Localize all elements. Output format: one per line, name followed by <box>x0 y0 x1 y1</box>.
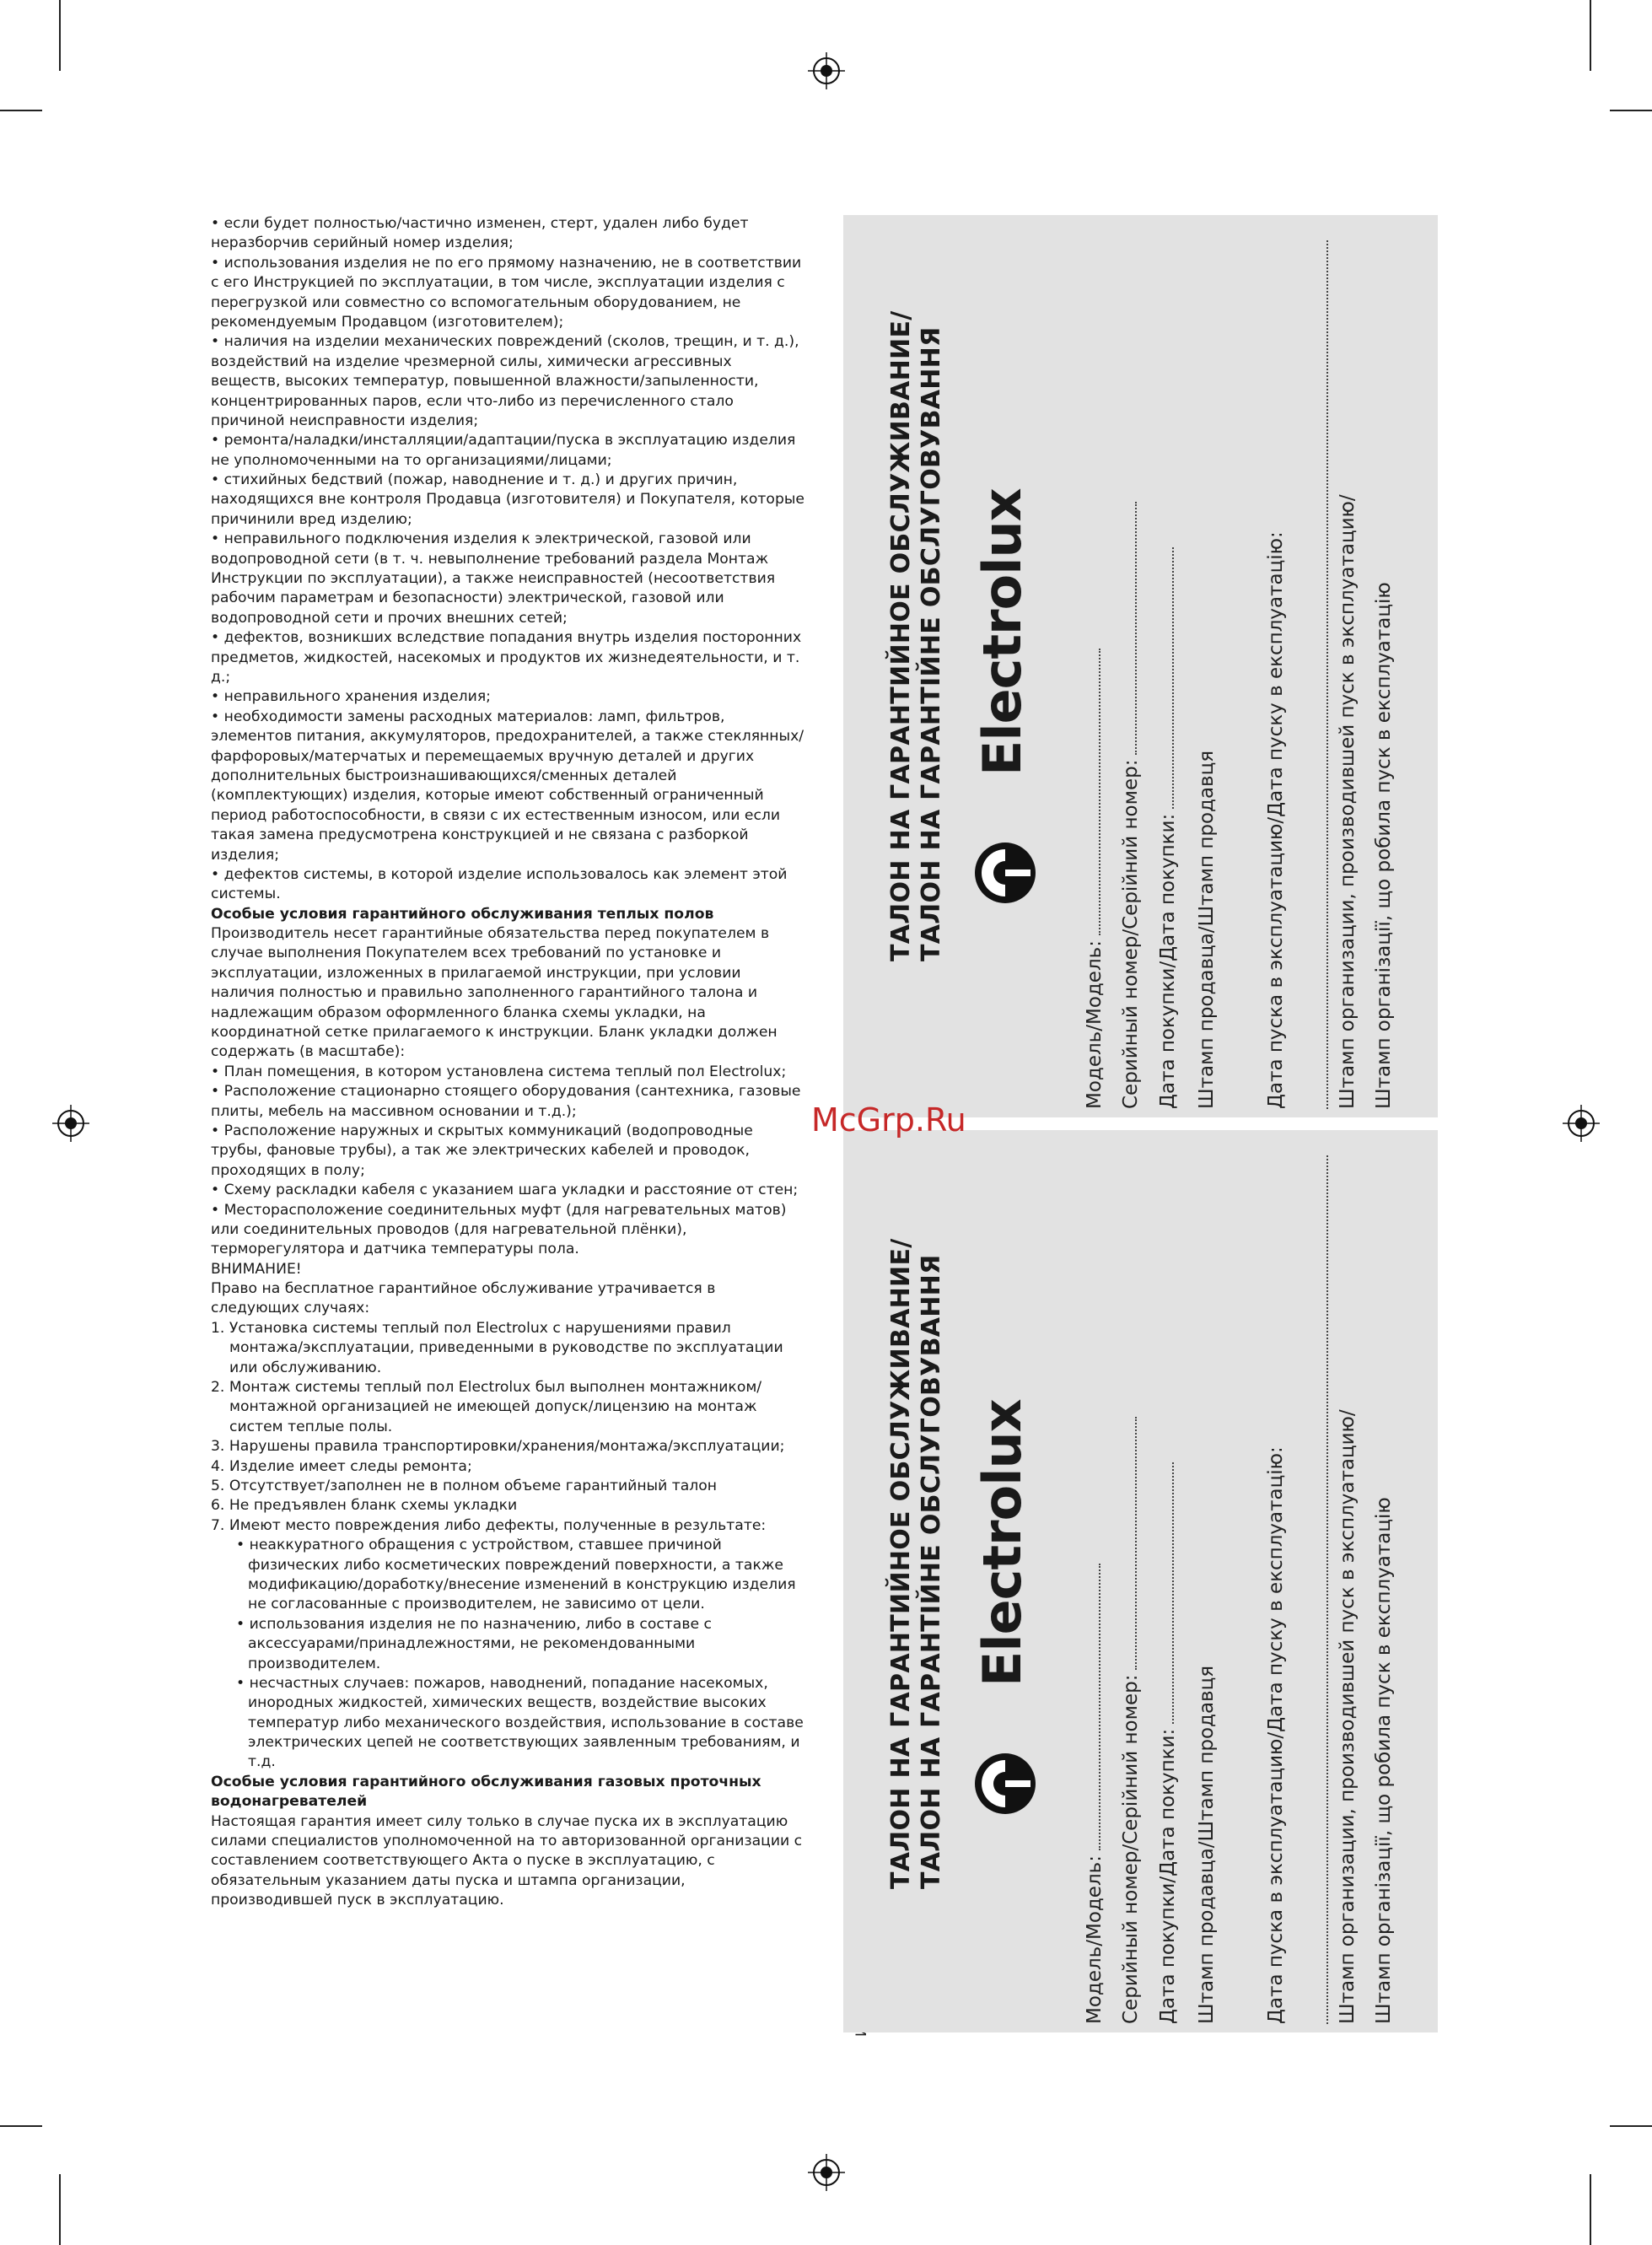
registration-mark-icon <box>808 52 845 89</box>
crop-mark <box>0 2125 42 2127</box>
exclusion-item: • необходимости замены расходных материалов: ламп, фильтров, элементов питания, аккумуляторов, предохранителей, а также стеклянных/фарфоровых/матерчатых и перемещаемых вручную деталей и других дополнительных быстроизнашивающихся/сменных деталей (комплектующих) изделия, которые имеют собственный ограниченный период работоспособности, в связи с их естественным износом, или если такая замена предусмотрена конструкцией и не связана с разборкой изделия; <box>211 708 804 864</box>
loss-intro: Право на бесплатное гарантийное обслуживание утрачивается в следующих случаях: <box>211 1280 716 1317</box>
crop-mark <box>1610 110 1652 111</box>
exclusion-item: • неправильного хранения изделия; <box>211 688 491 706</box>
warranty-conditions-text <box>211 214 805 1911</box>
exclusion-item: • неправильного подключения изделия к электрической, газовой или водопроводной сети (в т. ч. невыполнение требований раздела Монтаж Инструкции по эксплуатации), а также неисправностей (несоответствия рабочим параметрам и безопасности) электрической, газовой или водопроводной сети и прочих внешних сетей; <box>211 530 776 627</box>
crop-mark <box>59 0 61 71</box>
model-label: Модель/Модель: <box>1084 940 1106 1109</box>
model-field[interactable] <box>1084 1564 1106 2024</box>
coupon-title-ru: ТАЛОН НА ГАРАНТИЙНОЕ ОБСЛУЖИВАНИЕ/ <box>886 310 916 961</box>
crop-mark <box>59 2174 61 2245</box>
seller-stamp-label: Штамп продавца/Штамп продавця <box>1196 1665 1218 2024</box>
crop-mark <box>0 110 42 111</box>
exclusion-item: • если будет полностью/частично изменен, стерт, удален либо будет неразборчив серийный номер изделия; <box>211 215 749 252</box>
loss-item: 2. Монтаж системы теплый пол Electrolux был выполнен монтажником/монтажной организацией не имеющей допуск/лицензию на монтаж систем теплые полы. <box>211 1379 762 1435</box>
start-date-label: Дата пуска в эксплуатацию/Дата пуску в експлуатацію: <box>1265 531 1287 1109</box>
org-stamp-label-ua: Штамп організації, що робила пуск в експлуатацію <box>1373 582 1395 1109</box>
electrolux-emblem-icon <box>971 839 1039 907</box>
purchase-date-field[interactable] <box>1157 547 1179 1109</box>
seller-stamp-label: Штамп продавца/Штамп продавця <box>1196 750 1218 1109</box>
loss-item: 4. Изделие имеет следы ремонта; <box>211 1457 472 1475</box>
registration-mark-icon <box>1563 1105 1600 1142</box>
crop-mark <box>1590 0 1591 71</box>
gas-heater-heading: Особые условия гарантийного обслуживания газовых проточных водонагревателей <box>211 1773 761 1811</box>
damage-item: • неаккуратного обращения с устройством, ставшее причиной физических либо косметических повреждений поверхности, а также модификацию/доработку/внесение изменений в конструкцию изделия не согласованные с производителем, не зависимо от цели. <box>236 1537 796 1613</box>
coupon-title-ru: ТАЛОН НА ГАРАНТИЙНОЕ ОБСЛУЖИВАНИЕ/ <box>886 1238 916 1889</box>
gas-heater-text: Настоящая гарантия имеет силу только в случае пуска их в эксплуатацию силами специалистов уполномоченной на то авторизованной организации с составлением соответствующего Акта о пуске в эксплуатацию, с обязательным указанием даты пуска и штампа организации, производившей пуск в эксплуатацию. <box>211 1812 803 1909</box>
exclusion-item: • стихийных бедствий (пожар, наводнение и т. д.) и других причин, находящихся вне контроля Продавца (изготовителя) и Покупателя, которые причинили вред изделию; <box>211 471 804 528</box>
start-date-dotted-line[interactable] <box>1316 1155 1332 2024</box>
org-stamp-label-ru: Штамп организации, производившей пуск в эксплуатацию/ <box>1337 494 1359 1109</box>
org-stamp-label-ua: Штамп організації, що робила пуск в експлуатацію <box>1373 1497 1395 2024</box>
watermark: McGrp.Ru <box>811 1101 966 1139</box>
registration-mark-icon <box>52 1105 89 1142</box>
exclusion-item: • использования изделия не по его прямому назначению, не в соответствии с его Инструкцией по эксплуатации, в том числе, эксплуатации изделия с перегрузкой или совместно со вспомогательным оборудованием, не рекомендуемым Продавцом (изготовителем); <box>211 254 802 331</box>
loss-item: 3. Нарушены правила транспортировки/хранения/монтажа/эксплуатации; <box>211 1438 785 1456</box>
damage-item: • использования изделия не по назначению, либо в составе с аксессуарами/принадлежностями, не рекомендованными производителем. <box>236 1615 712 1672</box>
floor-item: • План помещения, в котором установлена система теплый пол Electrolux; <box>211 1063 787 1080</box>
floor-heating-intro: Производитель несет гарантийные обязательства перед покупателем в случае выполнения Покупателем всех требований по установке и эксплуатации, изложенных в прилагаемой инструкции, при условии наличия полностью и правильно заполненного гарантийного талона и надлежащим образом оформленного бланка схемы укладки, на координатной сетке прилагаемого к инструкции. Бланк укладки должен содержать (в масштабе): <box>211 925 778 1061</box>
floor-heating-heading: Особые условия гарантийного обслуживания теплых полов <box>211 905 714 923</box>
org-stamp-label-ru: Штамп организации, производившей пуск в эксплуатацию/ <box>1337 1409 1359 2024</box>
purchase-date-label: Дата покупки/Дата покупки: <box>1157 1728 1179 2024</box>
floor-item: • Расположение наружных и скрытых коммуникаций (водопроводные трубы, фановые трубы), а так же электрических кабелей и проводок, проходящих в полу; <box>211 1122 753 1179</box>
loss-item: 5. Отсутствует/заполнен не в полном объеме гарантийный талон <box>211 1478 718 1494</box>
coupon-title-ua: ТАЛОН НА ГАРАНТІЙНЕ ОБСЛУГОВУВАННЯ <box>917 1254 946 1889</box>
damage-item: • несчастных случаев: пожаров, наводнений, попадание насекомых, инородных жидкостей, химических веществ, воздействие высоких температур либо механического воздействия, использование в составе электрических цепей не соответствующих заявленным требованиям, и т.д. <box>236 1674 804 1771</box>
crop-mark <box>1590 2174 1591 2245</box>
electrolux-logo <box>971 488 1039 911</box>
electrolux-logo <box>971 1399 1039 1822</box>
floor-item: • Расположение стационарно стоящего оборудования (сантехника, газовые плиты, мебель на массивном основании и т.д.); <box>211 1083 801 1120</box>
coupon-title-ua: ТАЛОН НА ГАРАНТІЙНЕ ОБСЛУГОВУВАННЯ <box>917 326 946 961</box>
exclusion-item: • ремонта/наладки/инсталляции/адаптации/пуска в эксплуатацию изделия не уполномоченными на то организациями/лицами; <box>211 432 796 469</box>
electrolux-emblem-icon <box>971 1750 1039 1817</box>
model-label: Модель/Модель: <box>1084 1855 1106 2024</box>
attention-label: ВНИМАНИЕ! <box>211 1260 302 1278</box>
floor-item: • Схему раскладки кабеля с указанием шага укладки и расстояние от стен; <box>211 1182 799 1199</box>
exclusion-item: • дефектов, возникших вследствие попадания внутрь изделия посторонних предметов, жидкостей, насекомых и продуктов их жизнедеятельности, и т. д.; <box>211 629 802 686</box>
model-field[interactable] <box>1084 649 1106 1109</box>
serial-label: Серийный номер/Серійний номер: <box>1120 1674 1142 2024</box>
serial-field[interactable] <box>1120 502 1142 1109</box>
brand-wordmark: Electrolux <box>971 1399 1033 1687</box>
exclusion-item: • дефектов системы, в которой изделие использовалось как элемент этой системы. <box>211 865 788 903</box>
registration-mark-icon <box>808 2154 845 2191</box>
exclusion-item: • наличия на изделии механических повреждений (сколов, трещин, и т. д.), воздействий на изделие чрезмерной силы, химически агрессивных веществ, высоких температур, повышенной влажности/запыленности, концентрированных паров, если что-либо из перечисленного стало причиной неисправности изделия; <box>211 333 799 429</box>
brand-wordmark: Electrolux <box>971 488 1033 776</box>
purchase-date-label: Дата покупки/Дата покупки: <box>1157 813 1179 1109</box>
serial-field[interactable] <box>1120 1417 1142 2024</box>
loss-item: 7. Имеют место повреждения либо дефекты, полученные в результате: <box>211 1516 767 1534</box>
crop-mark <box>1610 2125 1652 2127</box>
floor-item: • Месторасположение соединительных муфт (для нагревательных матов) или соединительных проводов (для нагревательной плёнки), терморегулятора и датчика температуры пола. <box>211 1201 787 1258</box>
loss-item: 6. Не предъявлен бланк схемы укладки <box>211 1497 518 1515</box>
purchase-date-field[interactable] <box>1157 1462 1179 2024</box>
start-date-label: Дата пуска в эксплуатацию/Дата пуску в експлуатацію: <box>1265 1446 1287 2024</box>
serial-label: Серийный номер/Серійний номер: <box>1120 759 1142 1109</box>
start-date-dotted-line[interactable] <box>1316 240 1332 1109</box>
loss-item: 1. Установка системы теплый пол Electrolux с нарушениями правил монтажа/эксплуатации, приведенными в руководстве по эксплуатации или обслуживанию. <box>211 1319 783 1376</box>
